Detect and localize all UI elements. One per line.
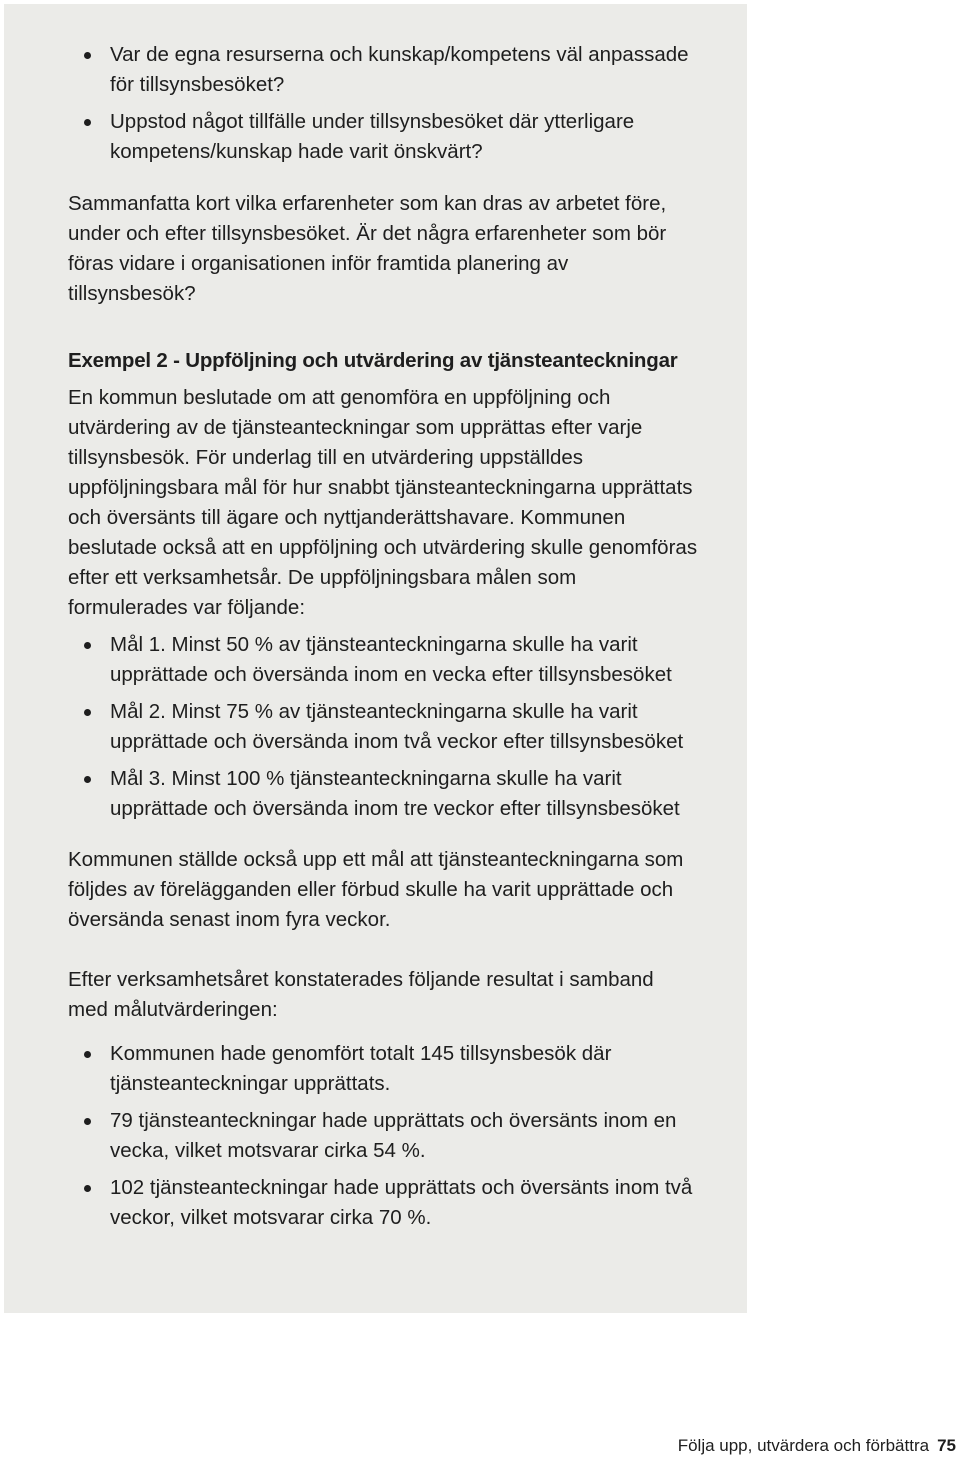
list-item bbox=[68, 107, 698, 167]
list-item bbox=[68, 1039, 698, 1099]
page-footer bbox=[678, 1434, 956, 1458]
results-list bbox=[68, 1039, 698, 1233]
list-item bbox=[68, 630, 698, 690]
goal-text: Mål 3. Minst 100 % tjänsteanteckningarna skulle ha varit upprättade och översända inom tre veckor efter tillsynsbesöket bbox=[110, 767, 680, 820]
bullet-icon bbox=[84, 1051, 91, 1058]
result-text: 102 tjänsteanteckningar hade upprättats och översänts inom två veckor, vilket motsvarar cirka 70 %. bbox=[110, 1176, 693, 1229]
summary-paragraph: Sammanfatta kort vilka erfarenheter som kan dras av arbetet före, under och efter tillsynsbesöket. Är det några erfarenheter som bör föras vidare i organisationen inför framtida planering av tillsynsbesök? bbox=[68, 192, 667, 305]
result-text: 79 tjänsteanteckningar hade upprättats och översänts inom en vecka, vilket motsvarar cirka 54 %. bbox=[110, 1109, 677, 1162]
footer-section-title: Följa upp, utvärdera och förbättra bbox=[677, 1436, 930, 1455]
bullet-icon bbox=[84, 1118, 91, 1125]
result-text: Kommunen hade genomfört totalt 145 tillsynsbesök där tjänsteanteckningar upprättats. bbox=[110, 1042, 612, 1095]
goal-text: Mål 1. Minst 50 % av tjänsteanteckningarna skulle ha varit upprättade och översända inom en vecka efter tillsynsbesöket bbox=[110, 633, 672, 686]
bullet-icon bbox=[84, 776, 91, 783]
goal-list bbox=[68, 630, 698, 824]
example-intro: En kommun beslutade om att genomföra en uppföljning och utvärdering av de tjänsteanteckningar som upprättas efter varje tillsynsbesök. För underlag till en utvärdering uppställdes uppföljningsbara mål för hur snabbt tjänsteanteckningarna upprättats och översänts till ägare och nyttjanderättshavare. Kommunen beslutade också att en uppföljning och utvärdering skulle genomföras efter ett verksamhetsår. De uppföljningsbara målen som formulerades var följande: bbox=[68, 386, 698, 619]
list-item bbox=[68, 697, 698, 757]
bullet-icon bbox=[84, 642, 91, 649]
bullet-icon bbox=[84, 52, 91, 59]
question-list bbox=[68, 40, 698, 167]
example-heading: Exempel 2 - Uppföljning och utvärdering av tjänsteanteckningar bbox=[68, 349, 678, 372]
page-number: 75 bbox=[937, 1436, 956, 1455]
results-intro: Efter verksamhetsåret konstaterades följande resultat i samband med målutvärderingen: bbox=[68, 968, 654, 1021]
bullet-icon bbox=[84, 709, 91, 716]
bullet-icon bbox=[84, 119, 91, 126]
panel-content bbox=[68, 40, 698, 1240]
goal-text: Mål 2. Minst 75 % av tjänsteanteckningarna skulle ha varit upprättade och översända inom två veckor efter tillsynsbesöket bbox=[110, 700, 684, 753]
bullet-icon bbox=[84, 1185, 91, 1192]
goal-extra-paragraph: Kommunen ställde också upp ett mål att tjänsteanteckningarna som följdes av förelägganden eller förbud skulle ha varit upprättade och översända senast inom fyra veckor. bbox=[68, 848, 684, 931]
list-item bbox=[68, 40, 698, 100]
list-item bbox=[68, 1173, 698, 1233]
question-text: Uppstod något tillfälle under tillsynsbesöket där ytterligare kompetens/kunskap hade varit önskvärt? bbox=[110, 110, 635, 163]
list-item bbox=[68, 764, 698, 824]
question-text: Var de egna resurserna och kunskap/kompetens väl anpassade för tillsynsbesöket? bbox=[110, 43, 689, 96]
list-item bbox=[68, 1106, 698, 1166]
